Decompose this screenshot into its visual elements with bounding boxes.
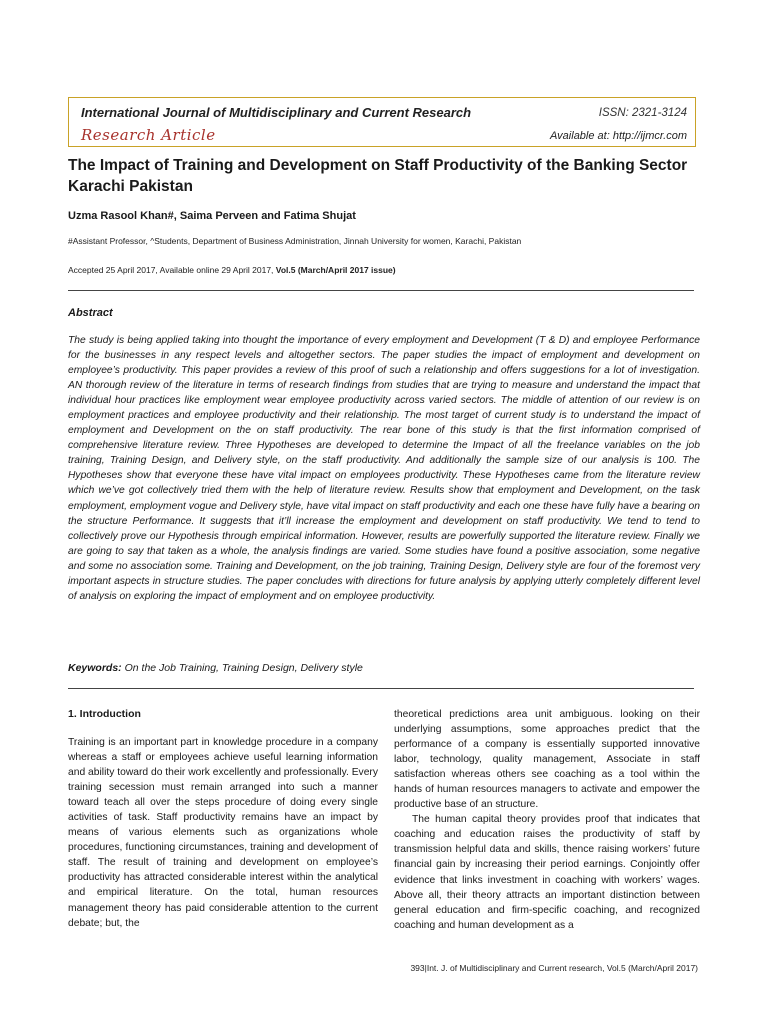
section-heading-introduction: 1. Introduction — [68, 708, 141, 720]
page-footer: 393|Int. J. of Multidisciplinary and Current research, Vol.5 (March/April 2017) — [410, 963, 698, 973]
volume-issue: Vol.5 (March/April 2017 issue) — [275, 265, 396, 275]
article-type-label: Research Article — [81, 126, 216, 144]
authors: Uzma Rasool Khan#, Saima Perveen and Fatima Shujat — [68, 210, 356, 222]
publication-dates — [68, 265, 396, 275]
paper-title: The Impact of Training and Development on Staff Productivity of the Banking Sector Karachi Pakistan — [68, 157, 688, 195]
intro-paragraph: theoretical predictions area unit ambiguous. looking on their underlying assumptions, some approaches predict that the performance of a company is essentially supported innovative labor, technology, quality management, Associate in staff satisfaction whereas others see coaching as a tool within the hands of human resources managers to activate and empower the productive base of an structure. — [394, 709, 700, 811]
abstract-heading: Abstract — [68, 307, 113, 319]
accepted-text: Accepted 25 April 2017, Available online 29 April 2017, — [68, 265, 276, 275]
abstract-body: The study is being applied taking into thought the importance of every employment and Development (T & D) and employee Performance for the businesses in any respect levels and altogether sectors. The paper studies the impact of employment and development on employee’s productivity. This paper provides a review of this proof of such a relationship and offers suggestions for a lot of investigation. AN thorough review of the literature in terms of research findings from studies that are trying to measure and understand the impact that individual hour practices like employment wear employee productivity across varied sectors. The middle of attention of our review is on employment practices and employee productivity and their relationship. The most target of current study is to understand the impact of employment and Development on the on staff productivity. The rear bone of this study is that the first information comprised of comprehensive literature review. Three Hypotheses are developed to determine the Impact of all the freelance variables on the job training, Training Design, and Delivery style, on the staff productivity. And additionally the sample size of our analysis is 100. The Hypotheses show that everyone these have vital impact on employees productivity. These Hypotheses came from the literature review which we’ve got collectively tried them with the help of literature review. Results show that employment and Development, on the task employment, employment vogue and Delivery style, have vital impact on staff productivity and each one these have fully have a bearing on the structure Performance. It suggests that it’ll increase the employment and development on staff productivity. We tend to tend to collectively prove our Hypothesis through empirical information. However, results are powerfully supported the literature review. Finally we are going to say that taken as a whole, the analysis findings are varied. Some studies have found a positive association, some negative and some no association some. Training and Development, on the job training, Training Design, Delivery style are four of the foremost very important aspects in structure studies. The paper concludes with directions for future analysis by applying utterly completely different level of analysis on exploring the impact of employment and on employee productivity. — [68, 335, 700, 602]
right-column — [394, 707, 700, 933]
affiliation: #Assistant Professor, ^Students, Department of Business Administration, Jinnah University for women, Karachi, Pakistan — [68, 236, 522, 246]
issn: ISSN: 2321-3124 — [598, 107, 687, 119]
divider — [68, 290, 694, 291]
journal-title: International Journal of Multidisciplinary and Current Research — [81, 105, 472, 120]
left-column — [68, 735, 378, 931]
journal-url[interactable]: Available at: http://ijmcr.com — [550, 130, 687, 142]
keywords — [68, 662, 363, 674]
journal-header — [68, 97, 696, 147]
keywords-text: On the Job Training, Training Design, Delivery style — [121, 662, 363, 674]
intro-paragraph: Training is an important part in knowledge procedure in a company whereas a staff or employees achieve useful learning information and ability toward do their work excellently and professionally. Every training secession must remain arranged into such a manner toward teach all over the steps procedure of doing every single activities of task. Staff productivity remains have an impact by means of various elements such as organizations whole procedures, functioning circumstances, training and development of staff. The result of training and development on employee’s productivity has attracted considerable interest within the analytical and empirical literature. On the total, human resources management theory has paid considerable attention to the current debate; but, the — [68, 737, 379, 929]
keywords-label: Keywords: — [68, 662, 122, 674]
intro-paragraph: The human capital theory provides proof that indicates that coaching and education raises the productivity of staff by transmission helpful data and skills, thence raising workers’ future financial gain by increasing their period earnings. Conjointly offer evidence that links investment in coaching with workers’ wages. Above all, their theory attracts an important distinction between general education and firm-specific coaching, and recognized coaching and human development as a — [394, 814, 700, 931]
divider — [68, 688, 694, 689]
